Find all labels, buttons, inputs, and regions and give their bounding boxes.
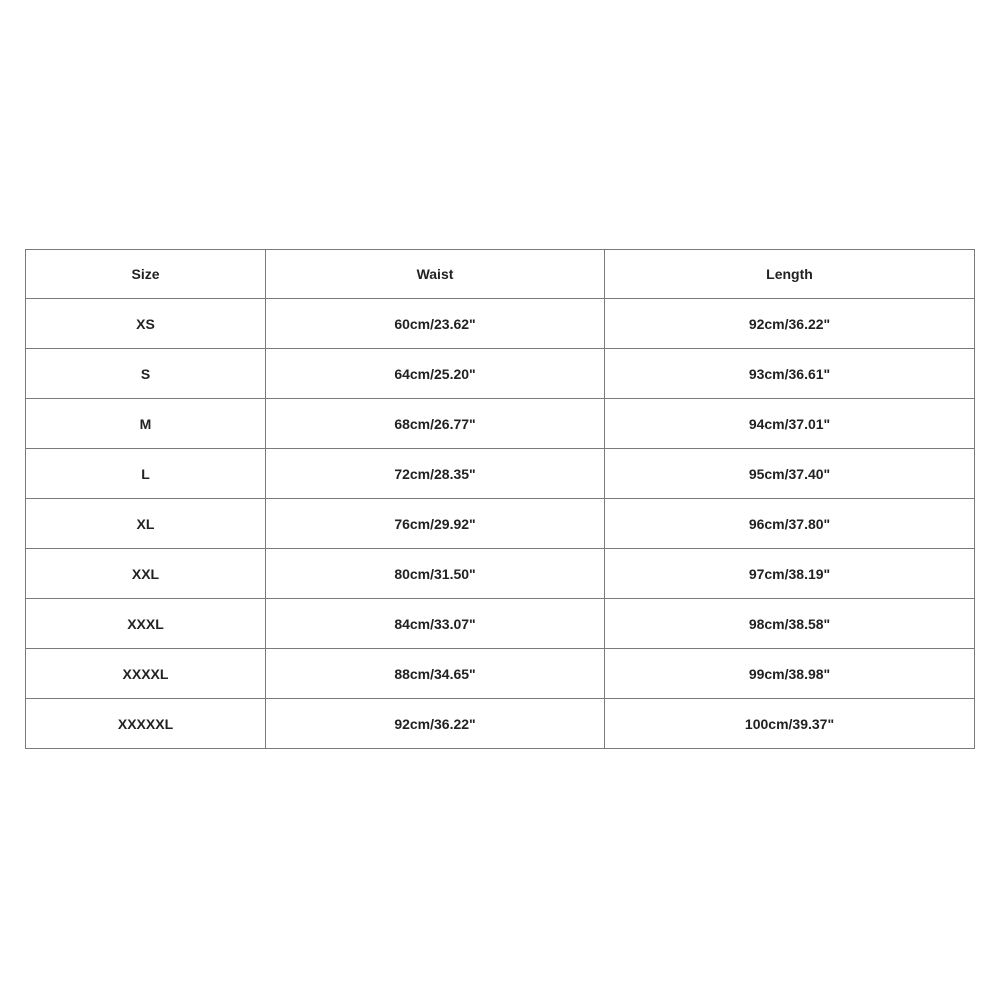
table-row (26, 399, 975, 449)
waist-cell: 80cm/31.50" (266, 549, 605, 599)
size-cell: S (26, 349, 266, 399)
waist-cell: 72cm/28.35" (266, 449, 605, 499)
size-cell: XXL (26, 549, 266, 599)
length-cell: 92cm/36.22" (605, 299, 975, 349)
waist-cell: 92cm/36.22" (266, 699, 605, 749)
waist-cell: 64cm/25.20" (266, 349, 605, 399)
size-cell: XXXXL (26, 649, 266, 699)
waist-cell: 88cm/34.65" (266, 649, 605, 699)
table-row (26, 499, 975, 549)
size-cell: XXXL (26, 599, 266, 649)
table-row (26, 349, 975, 399)
waist-cell: 76cm/29.92" (266, 499, 605, 549)
size-cell: XL (26, 499, 266, 549)
table-row (26, 649, 975, 699)
size-cell: XS (26, 299, 266, 349)
size-cell: M (26, 399, 266, 449)
length-cell: 96cm/37.80" (605, 499, 975, 549)
length-cell: 98cm/38.58" (605, 599, 975, 649)
table-row (26, 549, 975, 599)
size-cell: XXXXXL (26, 699, 266, 749)
table-row (26, 449, 975, 499)
waist-cell: 84cm/33.07" (266, 599, 605, 649)
table-row (26, 299, 975, 349)
size-chart-table (25, 249, 975, 749)
waist-cell: 60cm/23.62" (266, 299, 605, 349)
length-cell: 100cm/39.37" (605, 699, 975, 749)
size-cell: L (26, 449, 266, 499)
header-waist: Waist (266, 250, 605, 299)
waist-cell: 68cm/26.77" (266, 399, 605, 449)
header-length: Length (605, 250, 975, 299)
table-row (26, 699, 975, 749)
header-row (26, 250, 975, 299)
length-cell: 97cm/38.19" (605, 549, 975, 599)
table-row (26, 599, 975, 649)
header-size: Size (26, 250, 266, 299)
length-cell: 93cm/36.61" (605, 349, 975, 399)
length-cell: 94cm/37.01" (605, 399, 975, 449)
length-cell: 95cm/37.40" (605, 449, 975, 499)
length-cell: 99cm/38.98" (605, 649, 975, 699)
